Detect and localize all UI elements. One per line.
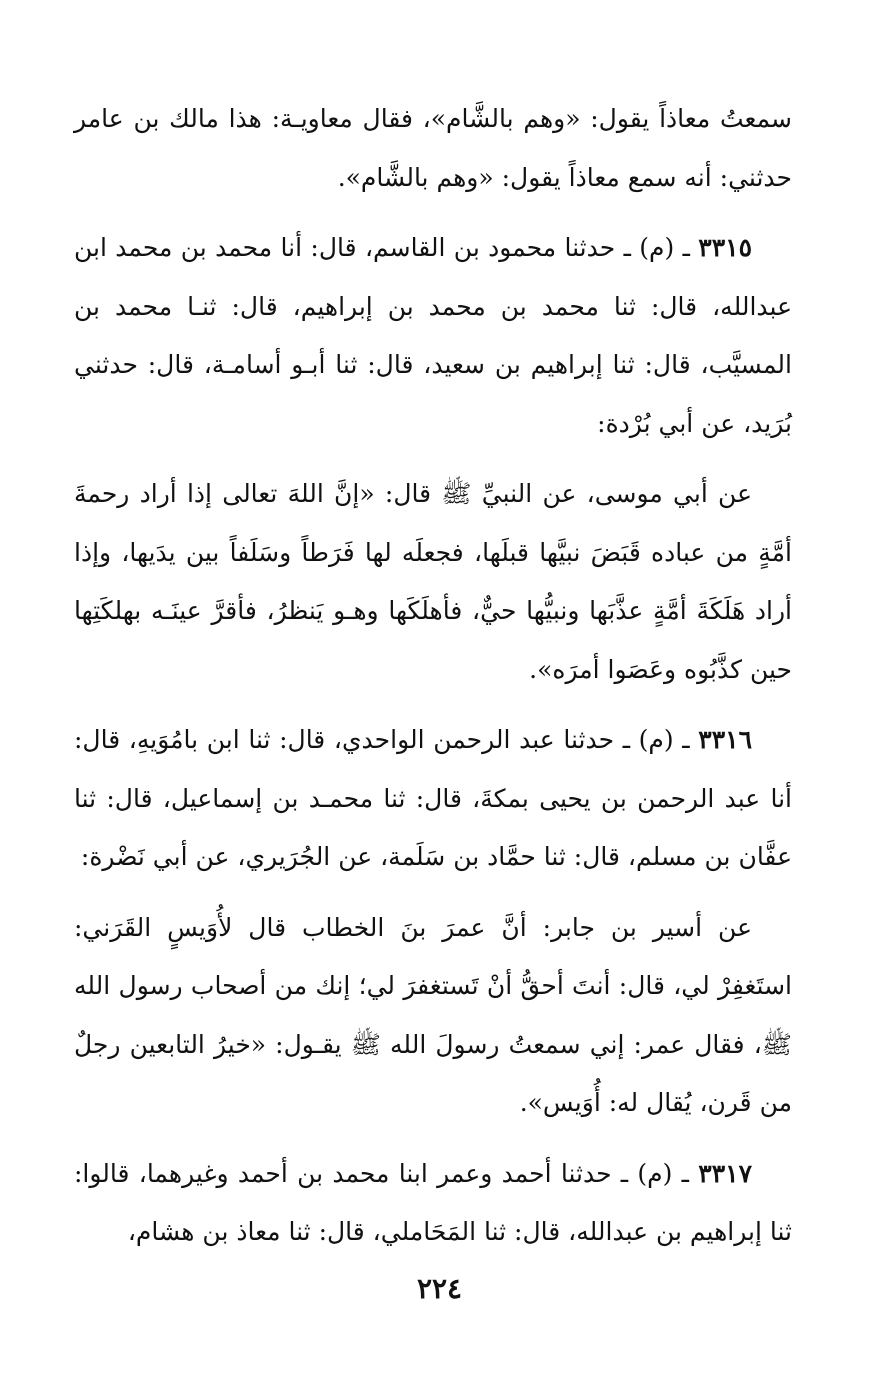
paragraph-2 [74,219,792,453]
paragraph-3 [74,465,792,699]
page-number: ٢٢٤ [416,1272,463,1305]
page-text [74,90,792,1274]
paragraph-5 [74,899,792,1133]
paragraph-1 [74,90,792,207]
paragraph-text: ـ (م) ـ حدثنا محمود بن القاسم، قال: أنا محمد بن محمد ابن عبدالله، قال: ثنا محمد بن محمد بن إبراهيم، قال: ثنـا محمد بن المسيَّب، قال: ثنا إبراهيم بن سعيد، قال: ثنا أبـو أسامـة، قال: حدثني بُرَيد، عن أبي بُرْدة: [74,233,792,438]
paragraph-text: ـ (م) ـ حدثنا أحمد وعمر ابنا محمد بن أحمد وغيرهما، قالوا: ثنا إبراهيم بن عبدالله، قال: ثنا المَحَاملي، قال: ثنا معاذ بن هشام، [74,1158,792,1246]
paragraph-text: عن أبي موسى، عن النبيِّ ﷺ قال: «إنَّ اللهَ تعالى إذا أراد رحمةَ أمَّةٍ من عباده قَبَضَ نبيَّها قبلَها، فجعلَه لها فَرَطاً وسَلَفاً بين يدَيها، وإذا أراد هَلَكَةَ أمَّةٍ عذَّبَها ونبيُّها حيٌّ، فأهلَكَها وهـو يَنظرُ، فأقرَّ عينَـه بهلكَتِها حين كذَّبُوه وعَصَوا أمرَه». [74,479,792,684]
hadith-number: ٣٣١٥ [698,233,752,262]
hadith-number: ٣٣١٦ [698,725,753,754]
paragraph-4 [74,711,792,887]
hadith-number: ٣٣١٧ [698,1158,752,1188]
paragraph-text: عن أسير بن جابر: أنَّ عمرَ بنَ الخطاب قال لأُوَيسٍ القَرَني: استَغفِرْ لي، قال: أنتَ أحقُّ أنْ تَستغفرَ لي؛ إنك من أصحاب رسول الله ﷺ، فقال عمر: إني سمعتُ رسولَ الله ﷺ يقـول: «خيرُ التابعين رجلٌ من قَرن، يُقال له: أُوَيس». [74,912,792,1117]
paragraph-6 [74,1145,792,1262]
paragraph-text: سمعتُ معاذاً يقول: «وهم بالشَّام»، فقال معاويـة: هذا مالك بن عامر حدثني: أنه سمع معاذاً يقول: «وهم بالشَّام». [74,104,792,192]
paragraph-text: ـ (م) ـ حدثنا عبد الرحمن الواحدي، قال: ثنا ابن بامُوَيهِ، قال: أنا عبد الرحمن بن يحيى بمكةَ، قال: ثنا محمـد بن إسماعيل، قال: ثنا عفَّان بن مسلم، قال: ثنا حمَّاد بن سَلَمة، عن الجُرَيري، عن أبي نَضْرة: [74,725,792,871]
